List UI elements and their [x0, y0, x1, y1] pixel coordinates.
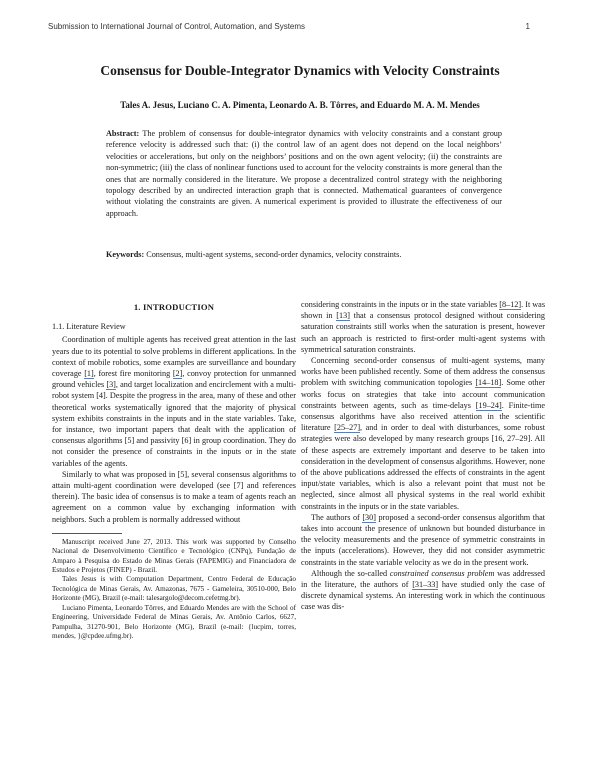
- abstract-label: Abstract:: [106, 129, 140, 138]
- footnote: Tales Jesus is with Computation Department, Centro Federal de Educação Tecnológica de Minas Gerais, Av. Amazonas, 7675 - Gameleira, 30510-000, Belo Horizonte (MG), Brazil (e-mail: talesargolo@decom.cefetmg.br).: [52, 575, 296, 603]
- body-paragraph: [52, 334, 296, 468]
- text-run: have studied only the case of discrete dynamical systems. An interesting work in which the continuous case was dis-: [301, 580, 545, 612]
- journal-name: Submission to International Journal of Control, Automation, and Systems: [48, 22, 306, 31]
- paper-title: Consensus for Double-Integrator Dynamics with Velocity Constraints: [100, 63, 500, 78]
- body-paragraph: [301, 355, 545, 512]
- footnotes: [52, 538, 296, 641]
- text-run: proposed a second-order consensus algorithm that takes into account the presence of unknown but bounded disturbance in the velocity measurements and the presence of symmetric constraints in the inputs (accelerations). However, they did not consider asymmetric constraints in the state variable velocity as we do in the present work.: [301, 512, 546, 567]
- text-run: , and in order to deal with disturbances, some robust strategies were also developed by many research groups [16, 27–29]. All of these aspects are extremely important and deserve to be taken into consideration in the development of consensus algorithms. However, none of the above publications addressed the effects of constraints in the agent input/state variables, which is also a relevant point that must not be neglected, since almost all physical systems in the real world exhibit constraints in the inputs or in the state variables.: [301, 423, 545, 511]
- text-run: was addressed in the literature, the authors of: [301, 568, 545, 590]
- keywords-label: Keywords:: [106, 250, 145, 259]
- section-heading: 1. INTRODUCTION: [133, 302, 215, 312]
- emphasis-text: constrained consensus problem: [389, 568, 495, 578]
- text-run: Coordination of multiple agents has received great attention in the last years due to its potential to solve problems in different applications. In the context of mobile robotics, some examples are surveillance and boundary coverage: [52, 335, 296, 379]
- text-run: , and target localization and encirclement with a multi-robot system [4]. Despite the progress in the area, many of these and other theoretical works systematically ignored that the majority of physical system exhibits constraints in the inputs and in the state variables. Take, for instance, two important papers that dealt with the application of consensus algorithms [5] and passivity [6] in group coordination. They do not consider the presence of constraints in the inputs or in the state variables of the agents.: [52, 380, 296, 468]
- text-run: The authors of: [311, 512, 363, 522]
- text-run: that a consensus protocol designed without considering saturation constraints still works when the saturation is present, however such an approach is restricted to first-order multi-agent systems with symmetrical saturation constraints.: [301, 311, 545, 354]
- text-run: , forest fire monitoring: [93, 369, 173, 379]
- subsection-heading: 1.1. Literature Review: [52, 322, 126, 332]
- footnote: Manuscript received June 27, 2013. This work was supported by Conselho Nacional de Desenvolvimento Científico e Tecnológico (CNPq), Fundação de Amparo à Pesquisa do Estado de Minas Gerais (FAPEMIG) and Financiadora de Estudos e Projetos (FINEP) - Brazil.: [52, 537, 296, 575]
- text-run: . It was shown in: [301, 300, 546, 321]
- citation-link[interactable]: [8–12]: [499, 300, 522, 309]
- text-run: . Some other works focus on strategies that take into account communication constraints between agents, such as time-delays: [301, 378, 545, 410]
- abstract-text: The problem of consensus for double-integrator dynamics with velocity constraints and a constant group reference velocity is addressed such that: (i) the control law of an agent does not depend on the local neighbors’ velocities or accelerations, but only on the neighbors’ positions and on the own agent velocity; (ii) the constraints are non-symmetric; (iii) the class of nonlinear functions used to account for the velocity constraints is more general than the ones that are normally considered in the literature. We propose a decentralized control strategy with the neighboring topology described by an undirected interaction graph that is connected. Mathematical guarantees of convergence without violating the constraints are given. A numerical experiment is provided to illustrate the effectiveness of our approach.: [106, 129, 502, 218]
- citation-link[interactable]: [25–27]: [334, 423, 361, 433]
- keywords-text: Consensus, multi-agent systems, second-order dynamics, velocity constraints.: [146, 250, 402, 259]
- citation-link[interactable]: [2]: [172, 369, 183, 379]
- footnote: Luciano Pimenta, Leonardo Tôrres, and Eduardo Mendes are with the School of Engineering, Universidade Federal de Minas Gerais, Av. Antônio Carlos, 6627, Pampulha, 31270-901, Belo Horizonte (MG), Brazil (e-mail: {lucpim, torres, mendes, }@cpdee.ufmg.br).: [52, 603, 296, 640]
- citation-link[interactable]: [31–33]: [412, 580, 439, 590]
- body-paragraph: [301, 568, 545, 613]
- body-paragraph: [301, 512, 545, 568]
- body-paragraph: Similarly to what was proposed in [5], several consensus algorithms to attain multi-agent coordination were developed (see [7] and references therein). The basic idea of consensus is to make a team of agents reach an agreement on a common value by exchanging information with neighbors. Such a problem is normally addressed without: [52, 469, 296, 524]
- citation-link[interactable]: [13]: [336, 311, 350, 321]
- citation-link[interactable]: [19–24]: [475, 400, 502, 410]
- running-header: [48, 22, 530, 31]
- footnote-divider: [52, 533, 122, 534]
- right-column: [301, 299, 545, 613]
- abstract: [106, 128, 502, 219]
- citation-link[interactable]: [30]: [362, 512, 376, 522]
- text-run: considering constraints in the inputs or in the state variables: [301, 300, 500, 309]
- author-list: Tales A. Jesus, Luciano C. A. Pimenta, Leonardo A. B. Tôrres, and Eduardo M. A. M. Mendes: [120, 100, 480, 110]
- keywords: [106, 249, 502, 260]
- citation-link[interactable]: [14–18]: [475, 378, 502, 388]
- citation-link[interactable]: [1]: [84, 369, 94, 379]
- text-run: Concerning second-order consensus of multi-agent systems, many works have been published recently. Some of them address the consensus problem with switching communication topologies: [301, 356, 545, 388]
- page-number: 1: [525, 22, 530, 31]
- text-run: , convoy protection for unmanned ground vehicles: [52, 369, 296, 390]
- text-run: Although the so-called: [311, 568, 390, 578]
- left-column: [52, 299, 296, 641]
- text-run: . Finite-time consensus algorithms have also received attention in the scientific literature: [301, 400, 545, 433]
- citation-link[interactable]: [3]: [106, 380, 116, 390]
- body-paragraph: [301, 299, 545, 355]
